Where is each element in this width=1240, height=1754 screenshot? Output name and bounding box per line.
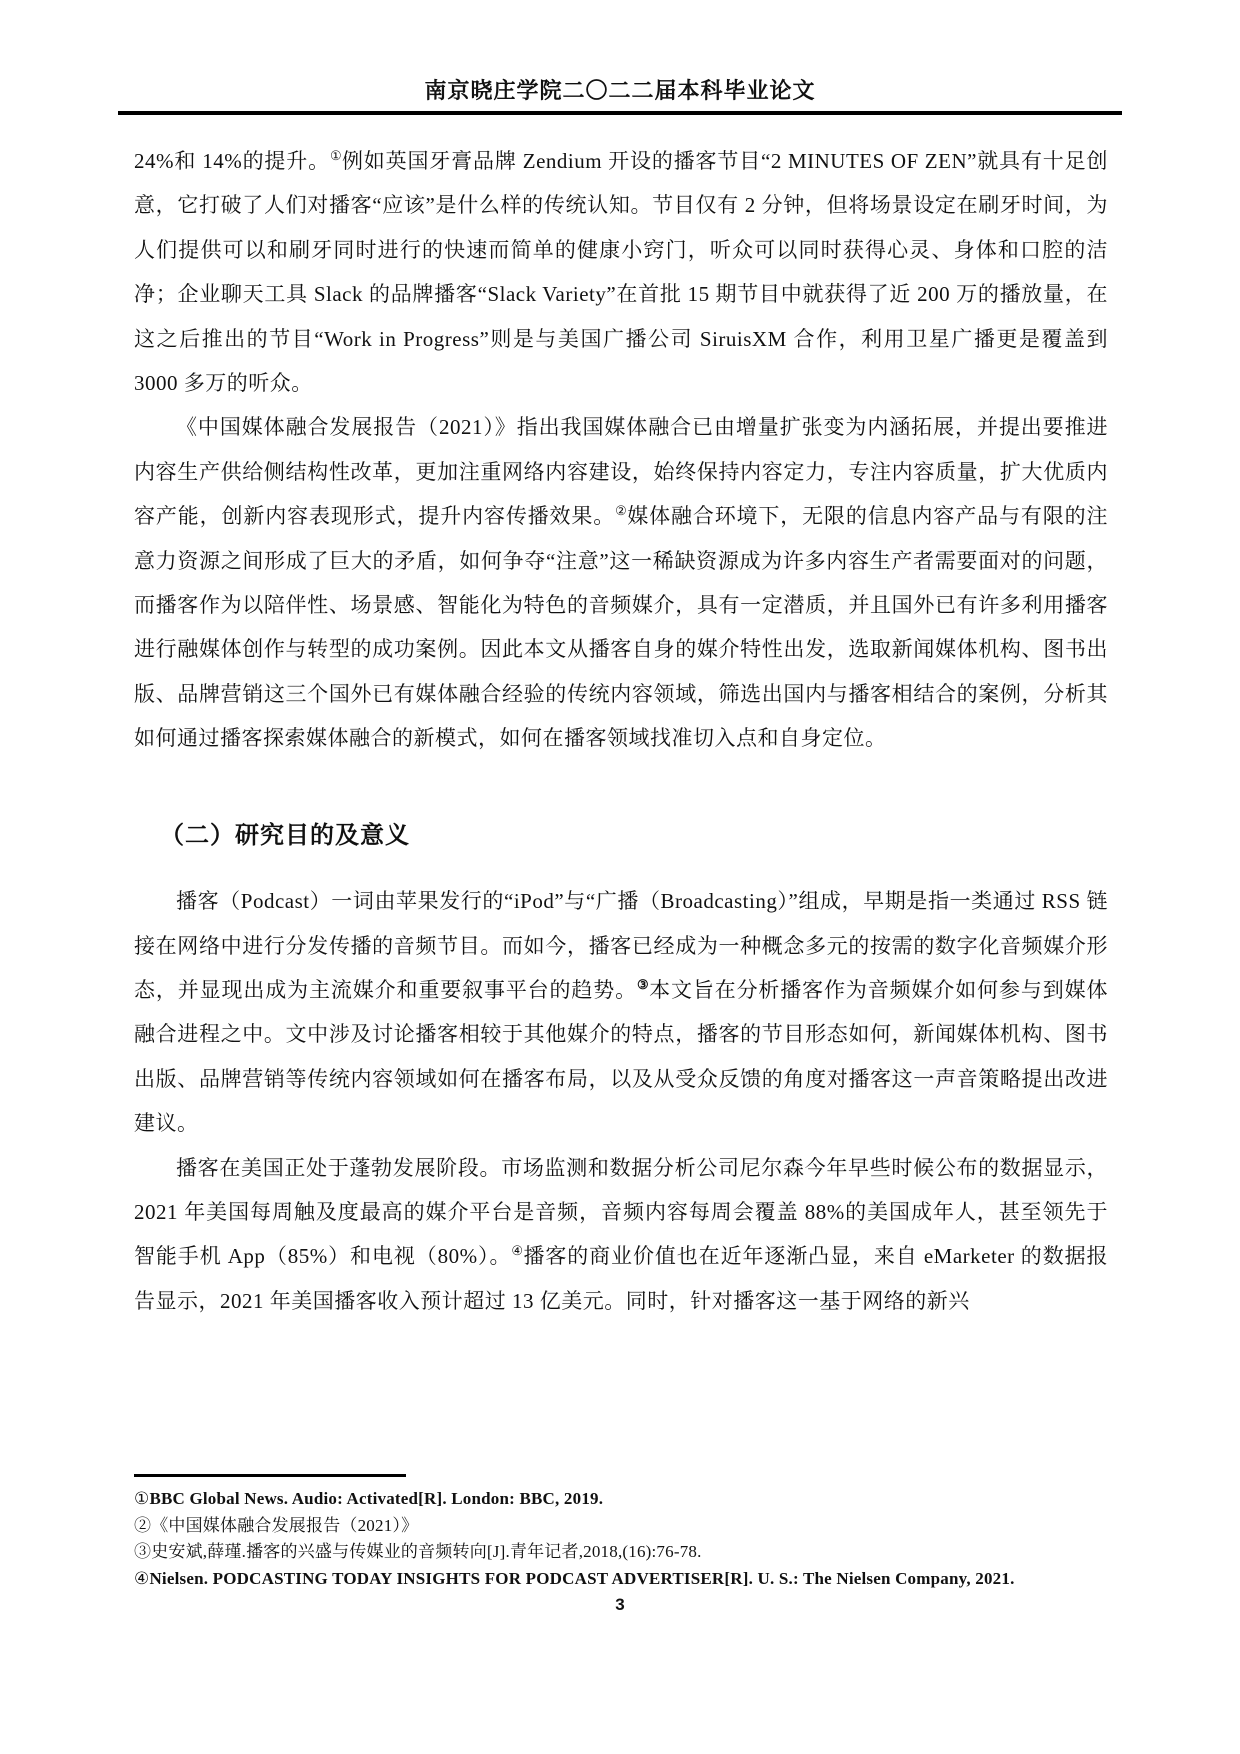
footnote-marker: ④ xyxy=(134,1568,150,1588)
page-number: 3 xyxy=(615,1595,625,1614)
footnote-marker: ① xyxy=(134,1489,150,1508)
paragraph-media-convergence-report xyxy=(134,405,1108,760)
section-heading-research-purpose: （二）研究目的及意义 xyxy=(160,821,410,849)
paragraph-podcast-definition xyxy=(134,879,1108,1145)
paragraph-brand-podcast-examples xyxy=(134,139,1108,405)
paragraph-text: 例如英国牙膏品牌 Zendium 开设的播客节目“2 MINUTES OF ZEN”就具有十足创意，它打破了人们对播客“应该”是什么样的传统认知。节目仅有 2 分钟，但将场景设定在刷牙时间，为人们提供可以和刷牙同时进行的快速而简单的健康小窍门，听众可以同时获得心灵、身体和口腔的洁净；企业聊天工具 Slack 的品牌播客“Slack Variety”在首批 15 期节目中就获得了近 200 万的播放量，在这之后推出的节目“Work in Progress”则是与美国广播公司 SiruisXM 合作，利用卫星广播更是覆盖到 3000 多万的听众。 xyxy=(134,149,1108,396)
header-divider-rule xyxy=(118,111,1122,115)
paragraph-text: 《中国媒体融合发展报告（2021）》指出我国媒体融合已由增量扩张变为内涵拓展，并提出要推进内容生产供给侧结构性改革，更加注重网络内容建设，始终保持内容定力，专注内容质量，扩大优质内容产能，创新内容表现形式，提升内容传播效果。 xyxy=(134,415,1108,529)
footnote-ref-3: ③ xyxy=(637,976,650,992)
footnote-text: 《中国媒体融合发展报告（2021）》 xyxy=(151,1515,419,1535)
footnote-text: 史安斌,薛瑾.播客的兴盛与传媒业的音频转向[J].青年记者,2018,(16):76-78. xyxy=(151,1542,702,1561)
footnote-marker: ③ xyxy=(134,1542,152,1561)
paragraph-text: 播客的商业价值也在近年逐渐凸显，来自 eMarketer 的数据报告显示，2021 年美国播客收入预计超过 13 亿美元。同时，针对播客这一基于网络的新兴 xyxy=(134,1244,1109,1313)
footnote-item xyxy=(134,1566,1108,1593)
paragraph-text: 24%和 14%的提升。 xyxy=(134,149,330,173)
footnote-ref-2: ② xyxy=(615,503,628,519)
footnote-item xyxy=(134,1513,1108,1540)
paragraph-us-podcast-market xyxy=(134,1146,1108,1324)
footnote-area xyxy=(134,1474,1108,1592)
footnote-ref-4: ④ xyxy=(511,1243,524,1259)
body-content xyxy=(134,139,1108,1323)
footnote-separator-rule xyxy=(134,1474,406,1477)
running-header-title: 南京晓庄学院二〇二二届本科毕业论文 xyxy=(424,78,816,103)
paragraph-text: 播客（Podcast）一词由苹果发行的“iPod”与“广播（Broadcasting）”组成，早期是指一类通过 RSS 链接在网络中进行分发传播的音频节目。而如今，播客已经成为一种概念多元的按需的数字化音频媒介形态，并显现出成为主流媒介和重要叙事平台的趋势。 xyxy=(134,889,1108,1002)
footnote-item xyxy=(134,1486,1108,1513)
footnote-text: BBC Global News. Audio: Activated[R]. London: BBC, 2019. xyxy=(149,1489,604,1508)
paragraph-text: 本文旨在分析播客作为音频媒介如何参与到媒体融合进程之中。文中涉及讨论播客相较于其他媒介的特点，播客的节目形态如何，新闻媒体机构、图书出版、品牌营销等传统内容领域如何在播客布局，以及从受众反馈的角度对播客这一声音策略提出改进建议。 xyxy=(134,977,1109,1136)
footnote-text: Nielsen. PODCASTING TODAY INSIGHTS FOR PODCAST ADVERTISER[R]. U. S.: The Nielsen Company, 2021. xyxy=(149,1568,1015,1588)
paragraph-text: 媒体融合环境下，无限的信息内容产品与有限的注意力资源之间形成了巨大的矛盾，如何争夺“注意”这一稀缺资源成为许多内容生产者需要面对的问题，而播客作为以陪伴性、场景感、智能化为特色的音频媒介，具有一定潜质，并且国外已有许多利用播客进行融媒体创作与转型的成功案例。因此本文从播客自身的媒介特性出发，选取新闻媒体机构、图书出版、品牌营销这三个国外已有媒体融合经验的传统内容领域，筛选出国内与播客相结合的案例，分析其如何通过播客探索媒体融合的新模式，如何在播客领域找准切入点和自身定位。 xyxy=(134,504,1109,751)
footnote-item xyxy=(134,1539,1108,1566)
footnote-marker: ② xyxy=(134,1515,152,1535)
footnote-ref-1: ① xyxy=(329,148,342,163)
paragraph-text: 播客在美国正处于蓬勃发展阶段。市场监测和数据分析公司尼尔森今年早些时候公布的数据显示，2021 年美国每周触及度最高的媒介平台是音频，音频内容每周会覆盖 88%的美国成年人，甚至领先于智能手机 App（85%）和电视（80%）。 xyxy=(134,1155,1108,1269)
